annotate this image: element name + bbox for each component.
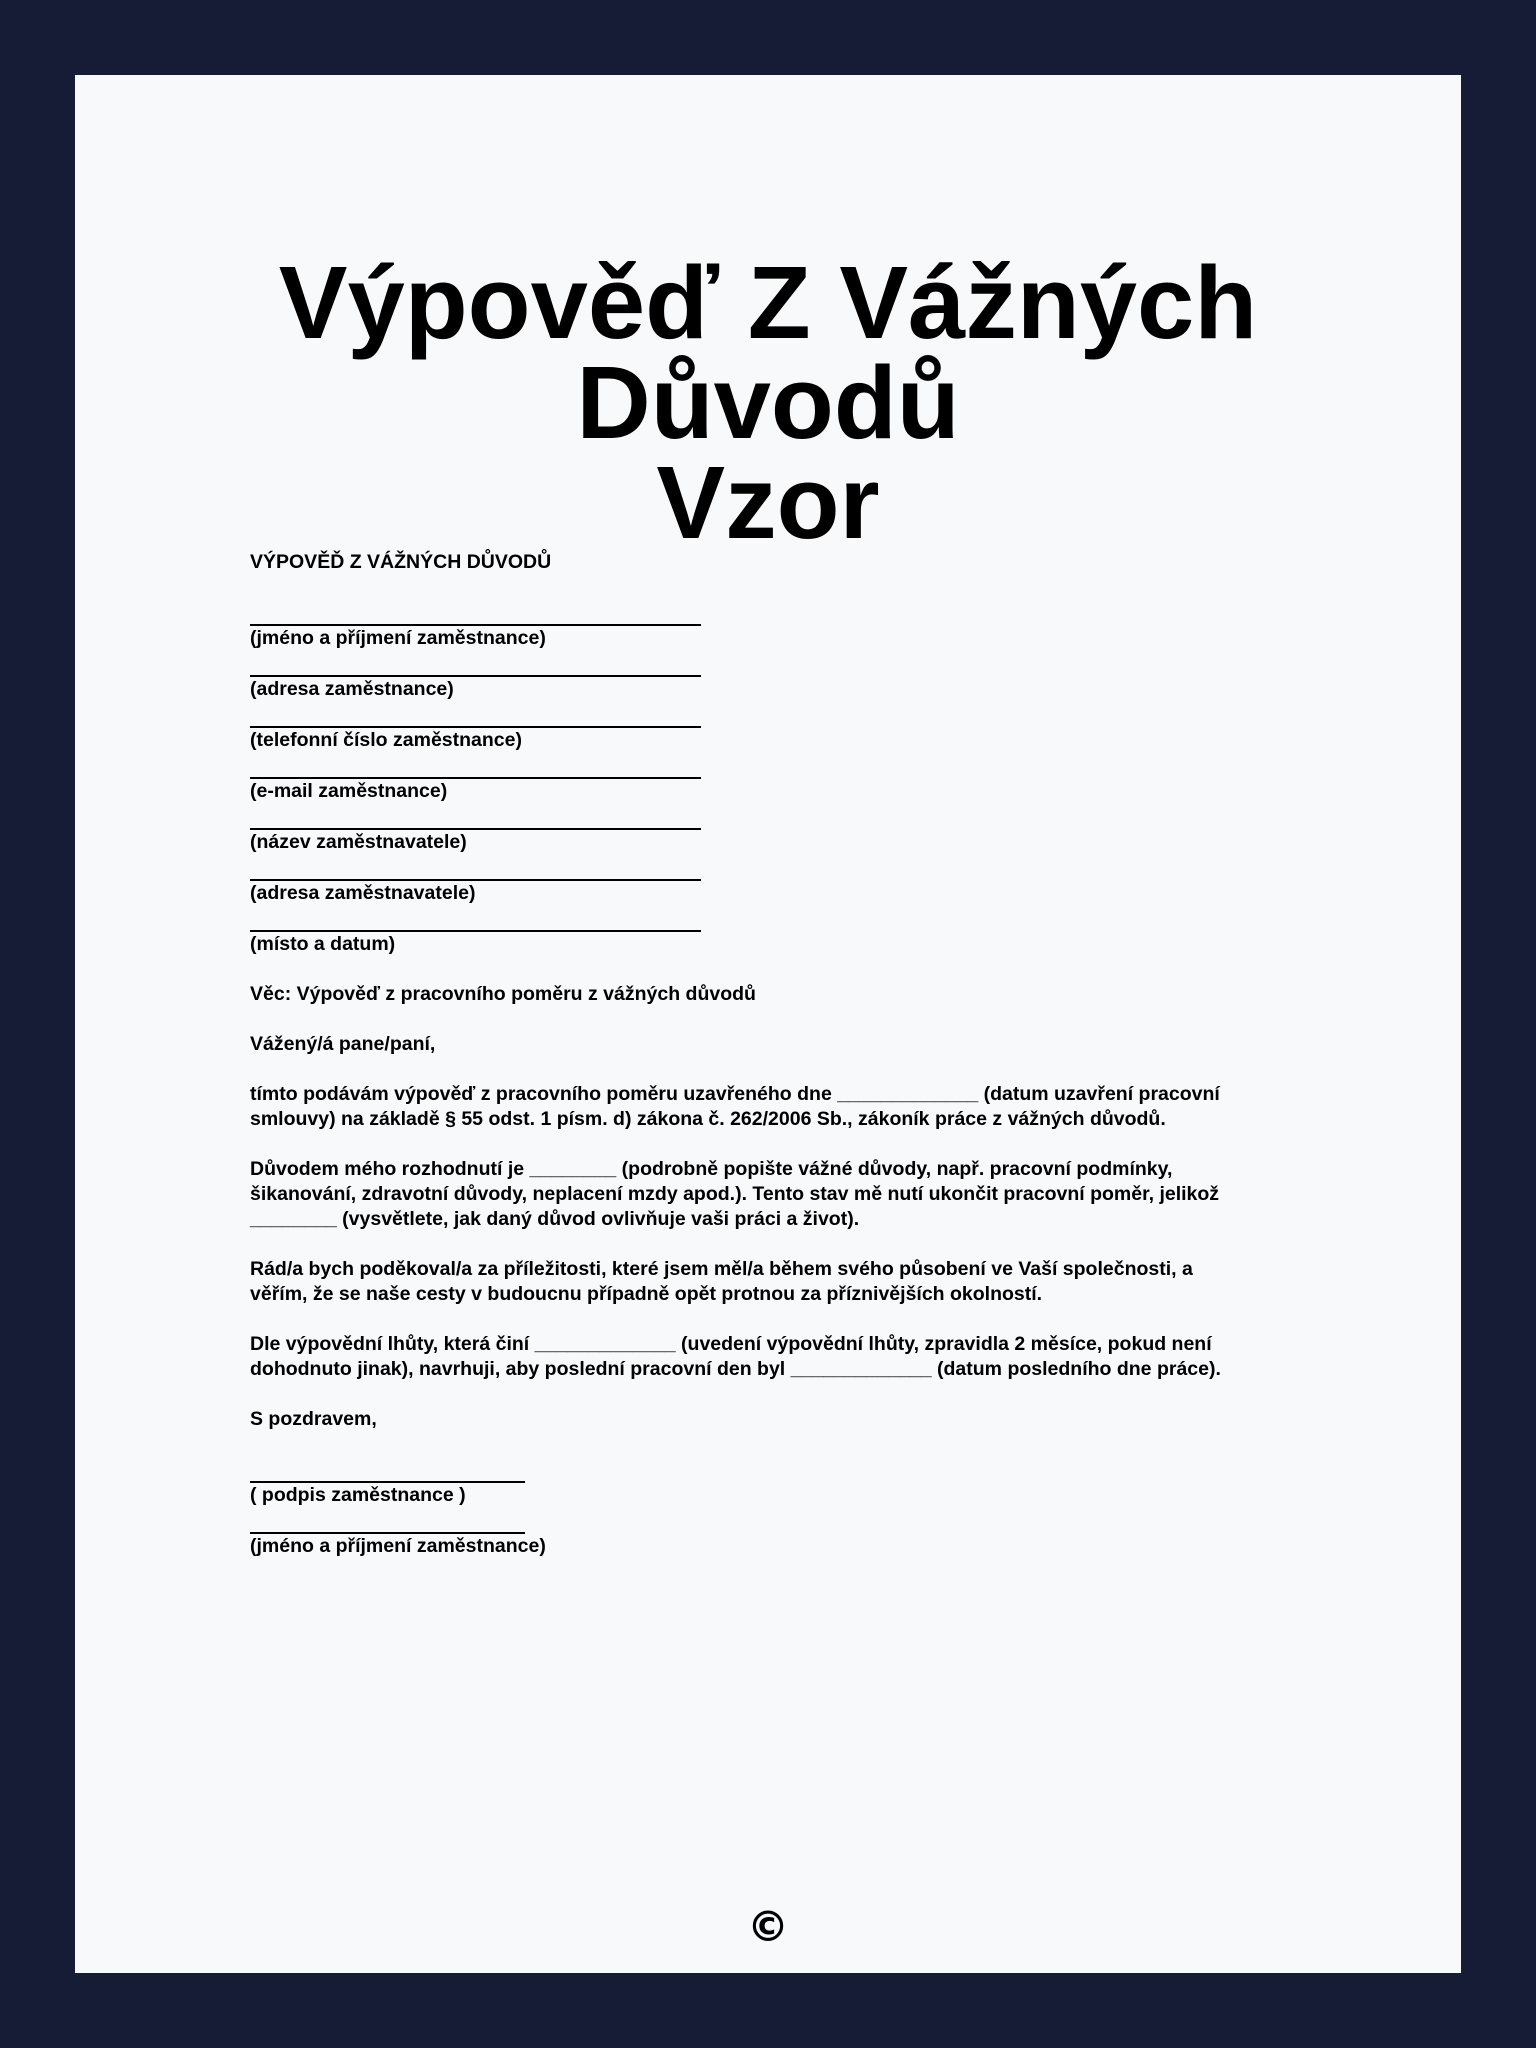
paragraph-line: dohodnuto jinak), navrhuji, aby poslední pracovní den byl _____________ (datum posledního dne práce). <box>250 1358 1221 1380</box>
paragraph <box>250 1332 1270 1382</box>
document-page <box>75 75 1461 1973</box>
paragraph-line: Důvodem mého rozhodnutí je ________ (podrobně popište vážné důvody, např. pracovní podmínky, <box>250 1158 1173 1180</box>
field-line <box>250 702 701 728</box>
letter-heading: VÝPOVĚĎ Z VÁŽNÝCH DŮVODŮ <box>250 551 552 573</box>
salutation: Vážený/á pane/paní, <box>250 1033 436 1055</box>
subject-line: Věc: Výpověď z pracovního poměru z vážných důvodů <box>250 983 756 1005</box>
field-label: (místo a datum) <box>250 933 396 955</box>
document-title <box>75 245 1461 560</box>
paragraph-line: šikanování, zdravotní důvody, neplacení mzdy apod.). Tento stav mě nutí ukončit pracovní poměr, jelikož <box>250 1183 1220 1205</box>
name-label: (jméno a příjmení zaměstnance) <box>250 1535 546 1557</box>
paragraph-line: Dle výpovědní lhůty, která činí _____________ (uvedení výpovědní lhůty, zpravidla 2 měsíce, pokud není <box>250 1333 1212 1355</box>
name-line <box>250 1508 525 1534</box>
closing: S pozdravem, <box>250 1408 377 1430</box>
field-line <box>250 855 701 881</box>
paragraph <box>250 1257 1270 1307</box>
title-line-1: Výpověď Z Vážných Důvodů <box>278 245 1258 460</box>
field-line <box>250 651 701 677</box>
paragraph <box>250 1157 1270 1232</box>
signature-label: ( podpis zaměstnance ) <box>250 1484 466 1506</box>
field-line <box>250 804 701 830</box>
paragraph-line: Rád/a bych poděkoval/a za příležitosti, které jsem měl/a během svého působení ve Vaší společnosti, a <box>250 1258 1193 1280</box>
letter-body <box>250 550 1270 1559</box>
paragraph-line: ________ (vysvětlete, jak daný důvod ovlivňuje vaši práci a život). <box>250 1208 860 1230</box>
field-line <box>250 753 701 779</box>
field-label: (jméno a příjmení zaměstnance) <box>250 627 546 649</box>
field-label: (adresa zaměstnance) <box>250 678 454 700</box>
signature-line <box>250 1457 525 1483</box>
field-label: (adresa zaměstnavatele) <box>250 882 476 904</box>
copyright-icon: © <box>747 1902 789 1951</box>
paragraph-line: tímto podávám výpověď z pracovního poměru uzavřeného dne _____________ (datum uzavření pracovní <box>250 1083 1220 1105</box>
paragraph <box>250 1082 1270 1132</box>
paragraph-line: věřím, že se naše cesty v budoucnu případně opět protnou za příznivějších okolností. <box>250 1283 1043 1305</box>
field-line <box>250 600 701 626</box>
paragraph-line: smlouvy) na základě § 55 odst. 1 písm. d) zákona č. 262/2006 Sb., zákoník práce z vážných důvodů. <box>250 1108 1166 1130</box>
field-label: (název zaměstnavatele) <box>250 831 467 853</box>
title-line-2: Vzor <box>656 445 880 560</box>
field-line <box>250 906 701 932</box>
field-label: (e-mail zaměstnance) <box>250 780 448 802</box>
field-label: (telefonní číslo zaměstnance) <box>250 729 522 751</box>
